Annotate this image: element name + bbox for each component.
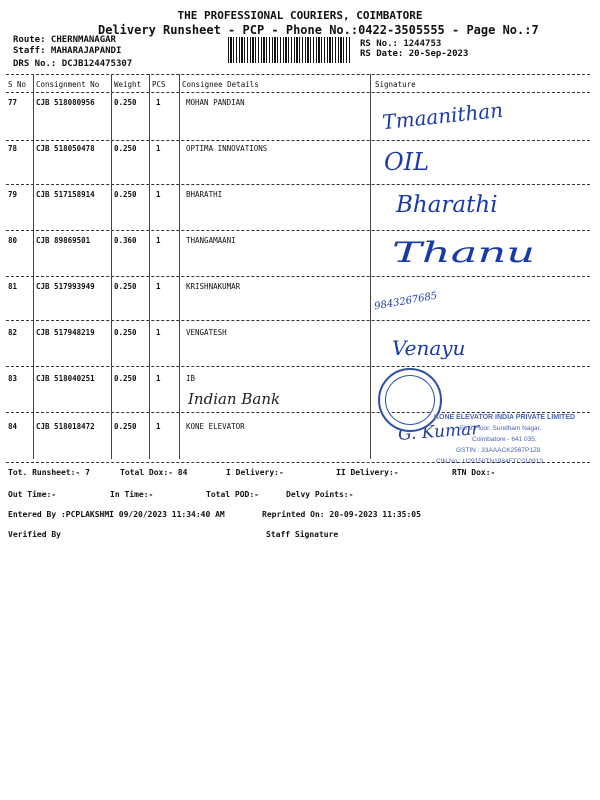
runsheet-subtitle: Delivery Runsheet - PCP - Phone No.:0422-3505555 - Page No.:7 [98,23,539,37]
row-pcs: 1 [156,190,161,199]
row-weight: 0.250 [114,422,137,431]
row-rule [6,230,590,231]
row-rule [6,140,590,141]
row-pcs: 1 [156,422,161,431]
col-weight: Weight [114,80,142,89]
row-weight: 0.360 [114,236,137,245]
row-sno: 78 [8,144,18,153]
row-consignment: CJB 517993949 [36,282,95,291]
row-consignee: THANGAMAANI [186,236,236,245]
barcode-image [228,37,350,63]
row-pcs: 1 [156,282,161,291]
total-runsheet: Tot. Runsheet:- 7 [8,468,90,477]
stamp-address-line1: First Floor, Sundham Nagar, [460,425,542,432]
row-consignee: KRISHNAKUMAR [186,282,241,291]
row-pcs: 1 [156,144,161,153]
row-pcs: 1 [156,236,161,245]
reprinted-on: Reprinted On: 20-09-2023 11:35:05 [262,510,421,519]
row-weight: 0.250 [114,374,137,383]
table-header-rule [6,92,590,93]
company-title: THE PROFESSIONAL COURIERS, COIMBATORE [177,9,423,22]
col-divider [179,74,180,459]
col-sno: S No [8,80,27,89]
row-consignee: BHARATHI [186,190,223,199]
total-pod: Total POD:- [206,490,259,499]
col-divider [33,74,34,459]
col-divider [111,74,112,459]
signature-handwriting: Thanu [392,236,536,269]
row-consignment: CJB 517948219 [36,328,95,337]
total-dox: Total Dox:- 84 [120,468,188,477]
row-sno: 79 [8,190,18,199]
row-pcs: 1 [156,374,161,383]
row-rule [6,276,590,277]
row-consignee: VENGATESH [186,328,227,337]
signature-handwriting: Venayu [392,336,466,360]
stamp-company: KONE ELEVATOR INDIA PRIVATE LIMITED [434,414,576,421]
col-divider [149,74,150,459]
in-time: In Time:- [110,490,154,499]
col-signature: Signature [375,80,416,89]
col-consignee: Consignee Details [182,80,259,89]
drs-number: DRS No.: DCJB124475307 [13,59,133,69]
round-seal-stamp [378,368,442,432]
table-top-rule [6,74,590,75]
col-pcs: PCS [152,80,166,89]
row-weight: 0.250 [114,328,137,337]
row-consignment: CJB 518040251 [36,374,95,383]
signature-handwriting: Tmaanithan [381,97,505,135]
row-weight: 0.250 [114,144,137,153]
entered-by: Entered By :PCPLAKSHMI 09/20/2023 11:34:40 AM [8,510,225,519]
row-consignment: CJB 518080956 [36,98,95,107]
row-consignment: CJB 518018472 [36,422,95,431]
row-rule [6,412,590,413]
signature-handwriting: G. Kumar [397,419,481,445]
signature-handwriting: 9843267685 [373,290,439,313]
staff-label: Staff: MAHARAJAPANDI [13,46,122,56]
i-delivery: I Delivery:- [226,468,284,477]
row-weight: 0.250 [114,282,137,291]
verified-by: Verified By [8,530,61,539]
stamp-gstin: GSTIN : 33AAACK2567P1Z8 [456,447,541,454]
signature-handwriting: Bharathi [396,192,498,218]
row-sno: 83 [8,374,18,383]
row-rule [6,366,590,367]
rtn-dox: RTN Dox:- [452,468,496,477]
stamp-cin: CIN No : U29150TN1984FTC010913 [436,458,543,465]
row-sno: 82 [8,328,18,337]
row-pcs: 1 [156,328,161,337]
row-rule [6,320,590,321]
route-label: Route: CHERNMANAGAR [13,35,116,45]
rs-number: RS No.: 1244753 [360,39,442,49]
row-consignment: CJB 518050478 [36,144,95,153]
row-sno: 84 [8,422,18,431]
row-weight: 0.250 [114,190,137,199]
table-bottom-rule [6,462,590,463]
delvy-points: Delvy Points:- [286,490,354,499]
row-pcs: 1 [156,98,161,107]
stamp-address-line2: Coimbatore - 641 035. [472,436,537,443]
row-sno: 77 [8,98,18,107]
staff-signature: Staff Signature [266,530,339,539]
row-rule [6,184,590,185]
out-time: Out Time:- [8,490,57,499]
handwritten-note: Indian Bank [188,390,281,408]
row-consignee: MOHAN PANDIAN [186,98,245,107]
col-consignment: Consignment No [36,80,100,89]
row-consignment: CJB 517158914 [36,190,95,199]
row-consignee: OPTIMA INNOVATIONS [186,144,268,153]
rs-date: RS Date: 20-Sep-2023 [360,49,469,59]
signature-handwriting: OIL [384,148,430,176]
row-sno: 80 [8,236,18,245]
row-consignee: IB [186,374,196,383]
row-consignee: KONE ELEVATOR [186,422,245,431]
row-weight: 0.250 [114,98,137,107]
col-divider [370,74,371,459]
ii-delivery: II Delivery:- [336,468,399,477]
row-sno: 81 [8,282,18,291]
row-consignment: CJB 89869501 [36,236,91,245]
